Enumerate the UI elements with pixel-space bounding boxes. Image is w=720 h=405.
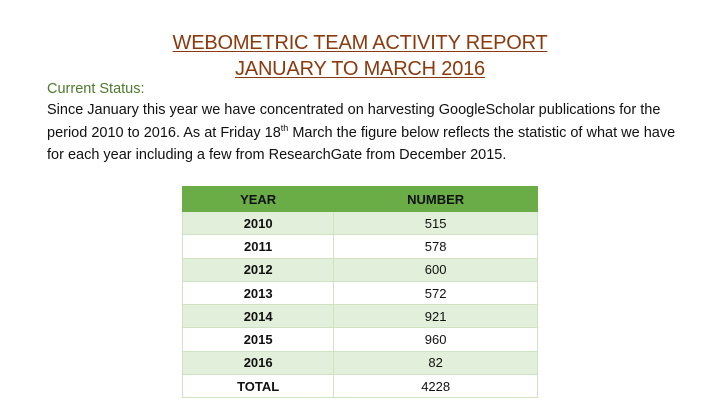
year-column-header: YEAR — [183, 187, 334, 212]
current-status-label: Current Status: — [47, 81, 145, 97]
report-title — [0, 30, 720, 82]
table-row — [183, 258, 538, 281]
table-total-row — [183, 375, 538, 398]
status-paragraph-part-2: March the figure below reflects the statistic of what we have for each year including a few from ResearchGate from December 2015. — [47, 124, 676, 163]
report-title-line-1: WEBOMETRIC TEAM ACTIVITY REPORT — [172, 32, 548, 54]
table-row — [183, 328, 538, 351]
total-label-cell: TOTAL — [183, 375, 334, 398]
year-cell: 2016 — [183, 351, 334, 374]
number-cell: 600 — [334, 258, 538, 281]
number-cell: 572 — [334, 281, 538, 304]
number-cell: 960 — [334, 328, 538, 351]
year-cell: 2015 — [183, 328, 334, 351]
year-cell: 2014 — [183, 305, 334, 328]
year-cell: 2010 — [183, 212, 334, 235]
number-cell: 921 — [334, 305, 538, 328]
table-row — [183, 281, 538, 304]
year-cell: 2012 — [183, 258, 334, 281]
number-column-header: NUMBER — [334, 187, 538, 212]
status-paragraph-superscript: th — [280, 122, 289, 133]
year-cell: 2013 — [183, 281, 334, 304]
table-row — [183, 235, 538, 258]
table-row — [183, 305, 538, 328]
report-title-line-2: JANUARY TO MARCH 2016 — [235, 58, 485, 80]
number-cell: 82 — [334, 351, 538, 374]
number-cell: 578 — [334, 235, 538, 258]
status-paragraph-part-1: Since January this year we have concentrated on harvesting GoogleScholar publications for the period 2010 to 2016. As at Friday 18 — [47, 102, 661, 141]
table-header-row — [183, 187, 538, 212]
year-cell: 2011 — [183, 235, 334, 258]
total-number-cell: 4228 — [334, 375, 538, 398]
publications-table — [182, 186, 538, 398]
status-paragraph — [47, 99, 687, 167]
number-cell: 515 — [334, 212, 538, 235]
table-row — [183, 212, 538, 235]
table-row — [183, 351, 538, 374]
